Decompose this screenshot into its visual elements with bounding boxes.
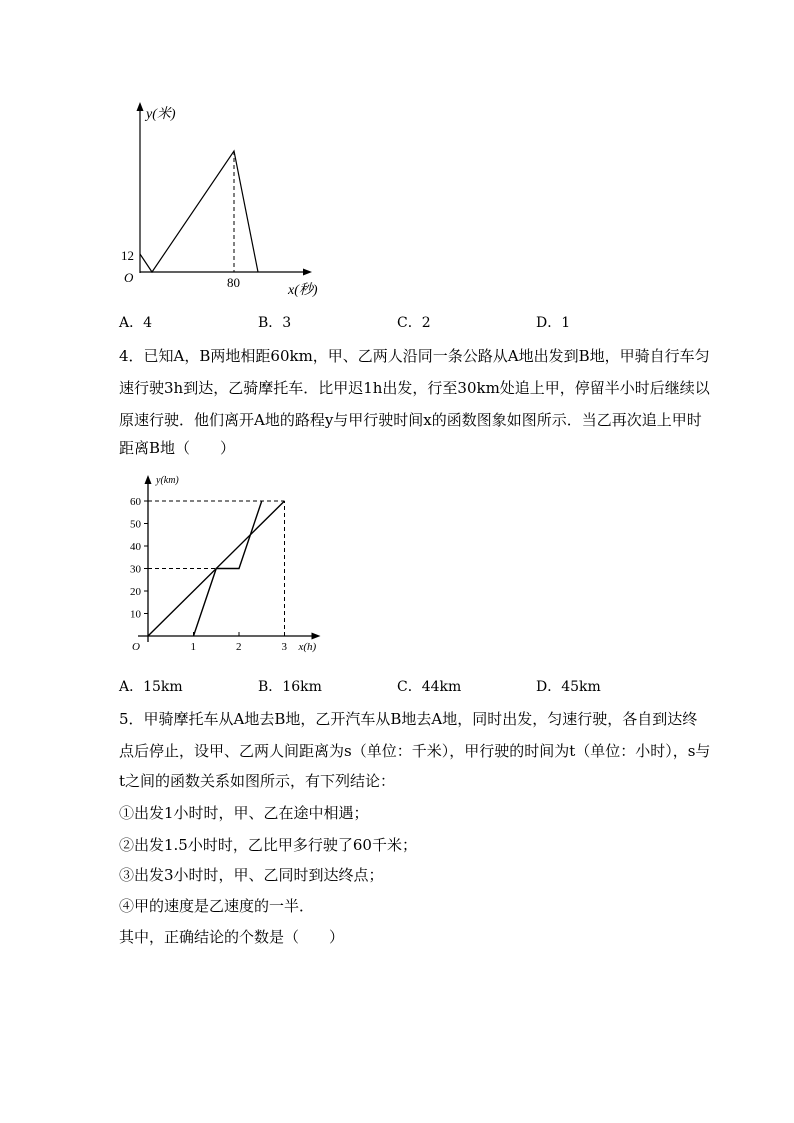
q4-x-tick-label: 2	[236, 641, 242, 653]
q4-x-tick-label: 3	[281, 641, 287, 653]
q4-option-a[interactable]: A．15km	[119, 679, 183, 695]
q4-chart	[120, 470, 330, 660]
q4-y-tick-label: 40	[130, 541, 141, 553]
q3-y-arrow	[137, 102, 144, 111]
q5-item-2: ②出发1.5小时时，乙比甲多行驶了60千米；	[119, 836, 417, 854]
q5-item-1: ①出发1小时时，甲、乙在途中相遇；	[119, 804, 369, 822]
q3-origin: O	[124, 270, 134, 285]
q3-option-a[interactable]: A．4	[119, 315, 153, 331]
q4-x-tick-label: 1	[190, 641, 196, 653]
q4-y-arrow	[145, 475, 152, 484]
q4-y-tick-label: 30	[130, 563, 141, 576]
q3-x-tick: 80	[227, 275, 240, 290]
q5-item-3: ③出发3小时时，甲、乙同时到达终点；	[119, 866, 384, 884]
q4-option-d[interactable]: D．45km	[536, 679, 601, 695]
q4-option-b[interactable]: B．16km	[258, 679, 322, 695]
q4-line-1: 4．已知A，B两地相距60km，甲、乙两人沿同一条公路从A地出发到B地，甲骑自行车匀	[119, 347, 710, 365]
q5-line-2: 点后停止，设甲、乙两人间距离为s（单位：千米），甲行驶的时间为t（单位：小时），s与	[119, 742, 711, 760]
q4-y-label: y(km)	[156, 475, 179, 486]
q5-question: 其中，正确结论的个数是（ ）	[119, 928, 345, 946]
q5-item-4: ④甲的速度是乙速度的一半．	[119, 897, 315, 915]
q3-graph	[110, 98, 340, 303]
q4-origin: O	[132, 641, 140, 653]
q3-y-label: y(米)	[146, 107, 176, 122]
q4-series-line-2	[194, 501, 262, 636]
q3-option-b[interactable]: B．3	[258, 315, 292, 331]
q3-x-arrow	[303, 269, 312, 276]
q3-y-tick: 12	[121, 248, 134, 263]
q4-line-2: 速行驶3h到达，乙骑摩托车．比甲迟1h出发，行至30km处追上甲，停留半小时后继续以	[119, 379, 710, 397]
q3-x-label: x(秒)	[288, 283, 318, 298]
q3-option-c[interactable]: C．2	[397, 315, 431, 331]
q4-x-arrow	[312, 633, 321, 640]
q4-y-tick-label: 60	[130, 496, 141, 508]
q3-curve	[140, 151, 258, 272]
q4-option-c[interactable]: C．44km	[397, 679, 462, 695]
q4-y-tick-label: 20	[130, 586, 141, 598]
q5-line-1: 5．甲骑摩托车从A地去B地，乙开汽车从B地去A地，同时出发，匀速行驶，各自到达终	[119, 710, 698, 728]
q4-line-4: 距离B地（ ）	[119, 439, 236, 457]
q5-line-3: t之间的函数关系如图所示，有下列结论：	[119, 772, 396, 790]
q3-option-d[interactable]: D．1	[536, 315, 571, 331]
q4-x-label: x(h)	[298, 641, 317, 653]
q4-y-tick-label: 10	[130, 608, 141, 621]
q4-line-3: 原速行驶．他们离开A地的路程y与甲行驶时间x的函数图象如图所示．当乙再次追上甲时	[119, 411, 702, 429]
q4-y-tick-label: 50	[130, 518, 141, 531]
